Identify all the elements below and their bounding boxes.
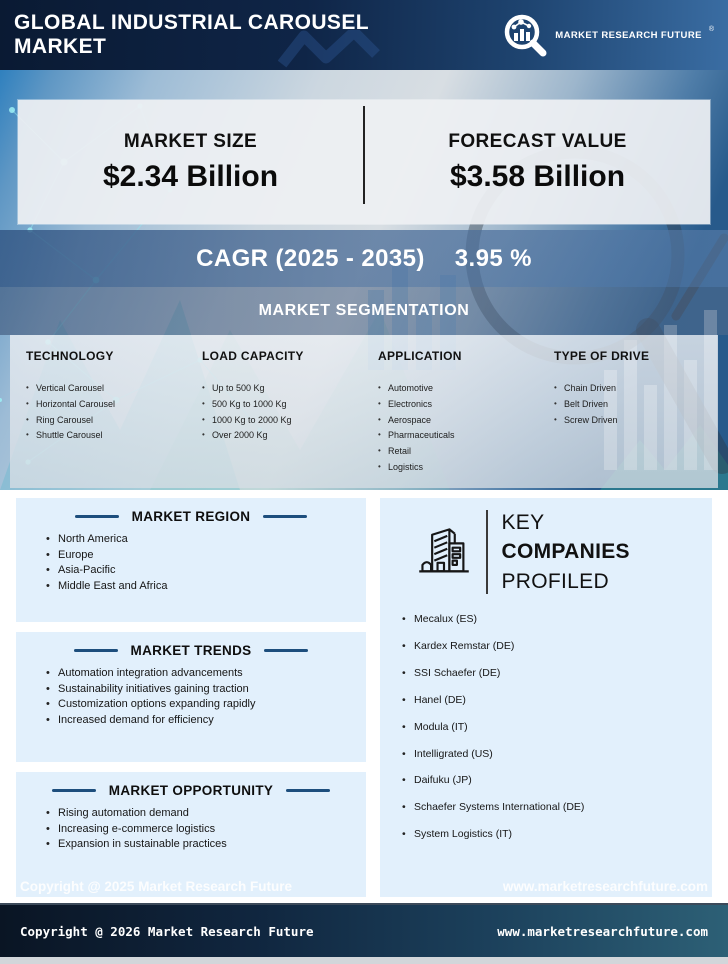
forecast-value-label: FORECAST VALUE	[448, 130, 627, 152]
list-item: • North America	[46, 532, 366, 548]
forecast-value-stat	[365, 100, 710, 224]
cagr-band	[0, 230, 728, 287]
market-trends-title: MARKET TRENDS	[130, 643, 252, 658]
key-companies-title-line1: KEY	[501, 511, 545, 534]
list-item: • Screw Driven	[554, 413, 728, 429]
list-item: • Rising automation demand	[46, 806, 366, 822]
segment-heading: APPLICATION	[378, 349, 462, 363]
market-size-label: MARKET SIZE	[123, 130, 258, 152]
list-item: • Europe	[46, 548, 366, 564]
segmentation-content	[10, 335, 718, 488]
forecast-value-value: $3.58 Billion	[449, 159, 626, 193]
segment-column-technology	[26, 349, 202, 488]
overlay-website-text: www.marketresearchfuture.com	[502, 879, 708, 894]
market-opportunity-title: MARKET OPPORTUNITY	[108, 783, 274, 798]
list-item: • Up to 500 Kg	[202, 381, 378, 397]
segment-column-application	[378, 349, 554, 488]
heading-dash-right	[286, 789, 330, 792]
cagr-label: CAGR (2025 - 2035)	[196, 244, 425, 272]
company-item: • Schaefer Systems International (DE)	[402, 800, 712, 815]
list-item: • Pharmaceuticals	[378, 428, 554, 444]
list-item: • Increased demand for efficiency	[46, 713, 366, 729]
list-item: • Automotive	[378, 381, 554, 397]
company-item: • Mecalux (ES)	[402, 612, 712, 627]
heading-dash-left	[75, 515, 119, 518]
cagr-value: 3.95 %	[454, 244, 532, 272]
company-item: • System Logistics (IT)	[402, 827, 712, 842]
overlay-copyright-strip	[0, 879, 728, 894]
brand-logo	[502, 12, 714, 58]
company-item: • Daifuku (JP)	[402, 773, 712, 788]
company-item: • Hanel (DE)	[402, 693, 712, 708]
list-item: • Vertical Carousel	[26, 381, 202, 397]
list-item: • Ring Carousel	[26, 413, 202, 429]
market-size-stat	[18, 100, 363, 224]
segmentation-title: MARKET SEGMENTATION	[258, 302, 470, 319]
header	[0, 0, 728, 70]
list-item: • Electronics	[378, 397, 554, 413]
footer-copyright: Copyright @ 2026 Market Research Future	[20, 923, 314, 939]
segment-column-load-capacity	[202, 349, 378, 488]
key-companies-title-line2: COMPANIES	[501, 540, 630, 564]
heading-dash-left	[74, 649, 118, 652]
key-companies-panel	[380, 498, 712, 897]
market-trends-panel	[16, 632, 366, 762]
list-item: • Shuttle Carousel	[26, 428, 202, 444]
list-item: • 1000 Kg to 2000 Kg	[202, 413, 378, 429]
segmentation-title-band	[0, 287, 728, 335]
market-opportunity-heading	[16, 783, 366, 798]
segment-column-type-of-drive	[554, 349, 728, 488]
list-item: • Middle East and Africa	[46, 579, 366, 595]
brand-name: MARKET RESEARCH FUTURE	[555, 29, 702, 41]
market-trends-heading	[16, 643, 366, 658]
list-item: • Logistics	[378, 460, 554, 476]
market-region-title: MARKET REGION	[131, 509, 251, 524]
magnifier-chart-logo-icon	[502, 12, 548, 58]
list-item: • 500 Kg to 1000 Kg	[202, 397, 378, 413]
list-item: • Belt Driven	[554, 397, 728, 413]
list-item: • Chain Driven	[554, 381, 728, 397]
building-icon	[416, 523, 472, 581]
list-item: • Expansion in sustainable practices	[46, 837, 366, 853]
list-item: • Sustainability initiatives gaining traction	[46, 682, 366, 698]
list-item: • Aerospace	[378, 413, 554, 429]
company-item: • Intelligrated (US)	[402, 747, 712, 762]
list-item: • Retail	[378, 444, 554, 460]
vertical-divider	[486, 510, 488, 594]
company-item: • Kardex Remstar (DE)	[402, 639, 712, 654]
key-companies-header	[380, 498, 712, 596]
company-item: • Modula (IT)	[402, 720, 712, 735]
list-item: • Automation integration advancements	[46, 666, 366, 682]
market-size-value: $2.34 Billion	[102, 159, 279, 193]
market-region-panel	[16, 498, 366, 622]
market-region-heading	[16, 509, 366, 524]
list-item: • Asia-Pacific	[46, 563, 366, 579]
heading-dash-right	[264, 649, 308, 652]
heading-dash-left	[52, 789, 96, 792]
footer-bar	[0, 903, 728, 957]
list-item: • Increasing e-commerce logistics	[46, 822, 366, 838]
footer-website-link[interactable]: www.marketresearchfuture.com	[497, 923, 708, 939]
list-item: • Horizontal Carousel	[26, 397, 202, 413]
company-item: • SSI Schaefer (DE)	[402, 666, 712, 681]
page-title	[14, 11, 369, 58]
segment-heading: TYPE OF DRIVE	[554, 349, 650, 363]
trademark-symbol: ®	[708, 25, 714, 33]
key-companies-title-line3: PROFILED	[501, 569, 609, 593]
list-item: • Customization options expanding rapidly	[46, 697, 366, 713]
page-title-line2: MARKET	[14, 35, 107, 58]
list-item: • Over 2000 Kg	[202, 428, 378, 444]
footer-bottom-strip	[0, 957, 728, 964]
heading-dash-right	[263, 515, 307, 518]
segment-heading: TECHNOLOGY	[26, 349, 114, 363]
hero-section	[0, 70, 728, 490]
segment-heading: LOAD CAPACITY	[202, 349, 304, 363]
overlay-copyright-text: Copyright @ 2025 Market Research Future	[20, 879, 292, 894]
key-companies-title	[502, 508, 630, 596]
stats-box	[18, 100, 710, 224]
page-title-line1: GLOBAL INDUSTRIAL CAROUSEL	[14, 11, 369, 35]
